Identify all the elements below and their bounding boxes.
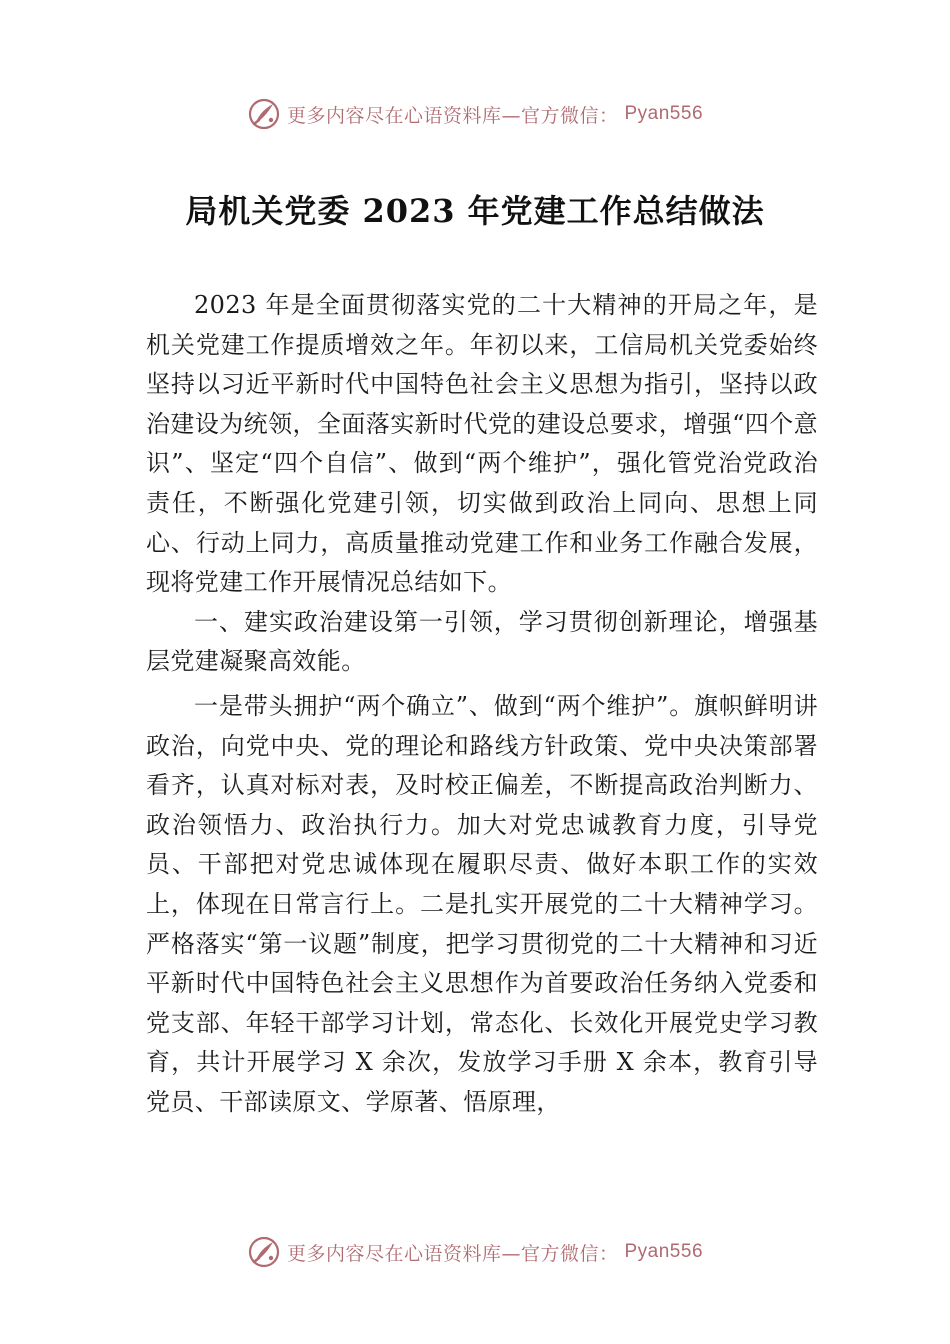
brush-logo-icon — [247, 1235, 281, 1269]
section-heading-1: 一、建实政治建设第一引领，学习贯彻创新理论，增强基层党建凝聚高效能。 — [146, 607, 818, 676]
watermark-banner-top — [0, 94, 950, 134]
watermark-wechat-id: Pyan556 — [624, 103, 704, 124]
watermark-wechat-id: Pyan556 — [624, 1241, 704, 1262]
paragraph-section-1: 一是带头拥护“两个确立”、做到“两个维护”。旗帜鲜明讲政治，向党中央、党的理论和路线方针政策、党中央决策部署看齐，认真对标对表，及时校正偏差，不断提高政治判断力、政治领悟力、政治执行力。加大对党忠诚教育力度，引导党员、干部把对党忠诚体现在履职尽责、做好本职工作的实效上，体现在日常言行上。二是扎实开展党的二十大精神学习。严格落实“第一议题”制度，把学习贯彻党的二十大精神和习近平新时代中国特色社会主义思想作为首要政治任务纳入党委和党支部、年轻干部学习计划，常态化、长效化开展党史学习教育，共计开展学习 X 余次，发放学习手册 X 余本，教育引导党员、干部读原文、学原著、悟原理， — [146, 691, 818, 1116]
paragraph-intro: 2023 年是全面贯彻落实党的二十大精神的开局之年，是机关党建工作提质增效之年。年初以来，工信局机关党委始终坚持以习近平新时代中国特色社会主义思想为指引，坚持以政治建设为统领，全面落实新时代党的建设总要求，增强“四个意识”、坚定“四个自信”、做到“两个维护”，强化管党治党政治责任，不断强化党建引领，切实做到政治上同向、思想上同心、行动上同力，高质量推动党建工作和业务工作融合发展，现将党建工作开展情况总结如下。 — [146, 291, 818, 597]
document-title: 局机关党委 2023 年党建工作总结做法 — [185, 192, 765, 230]
watermark-banner-bottom — [0, 1232, 950, 1272]
brush-logo-icon — [247, 97, 281, 131]
watermark-text: 更多内容尽在心语资料库—官方微信： — [286, 104, 619, 127]
watermark-text: 更多内容尽在心语资料库—官方微信： — [286, 1242, 619, 1265]
document-body — [146, 286, 818, 1122]
